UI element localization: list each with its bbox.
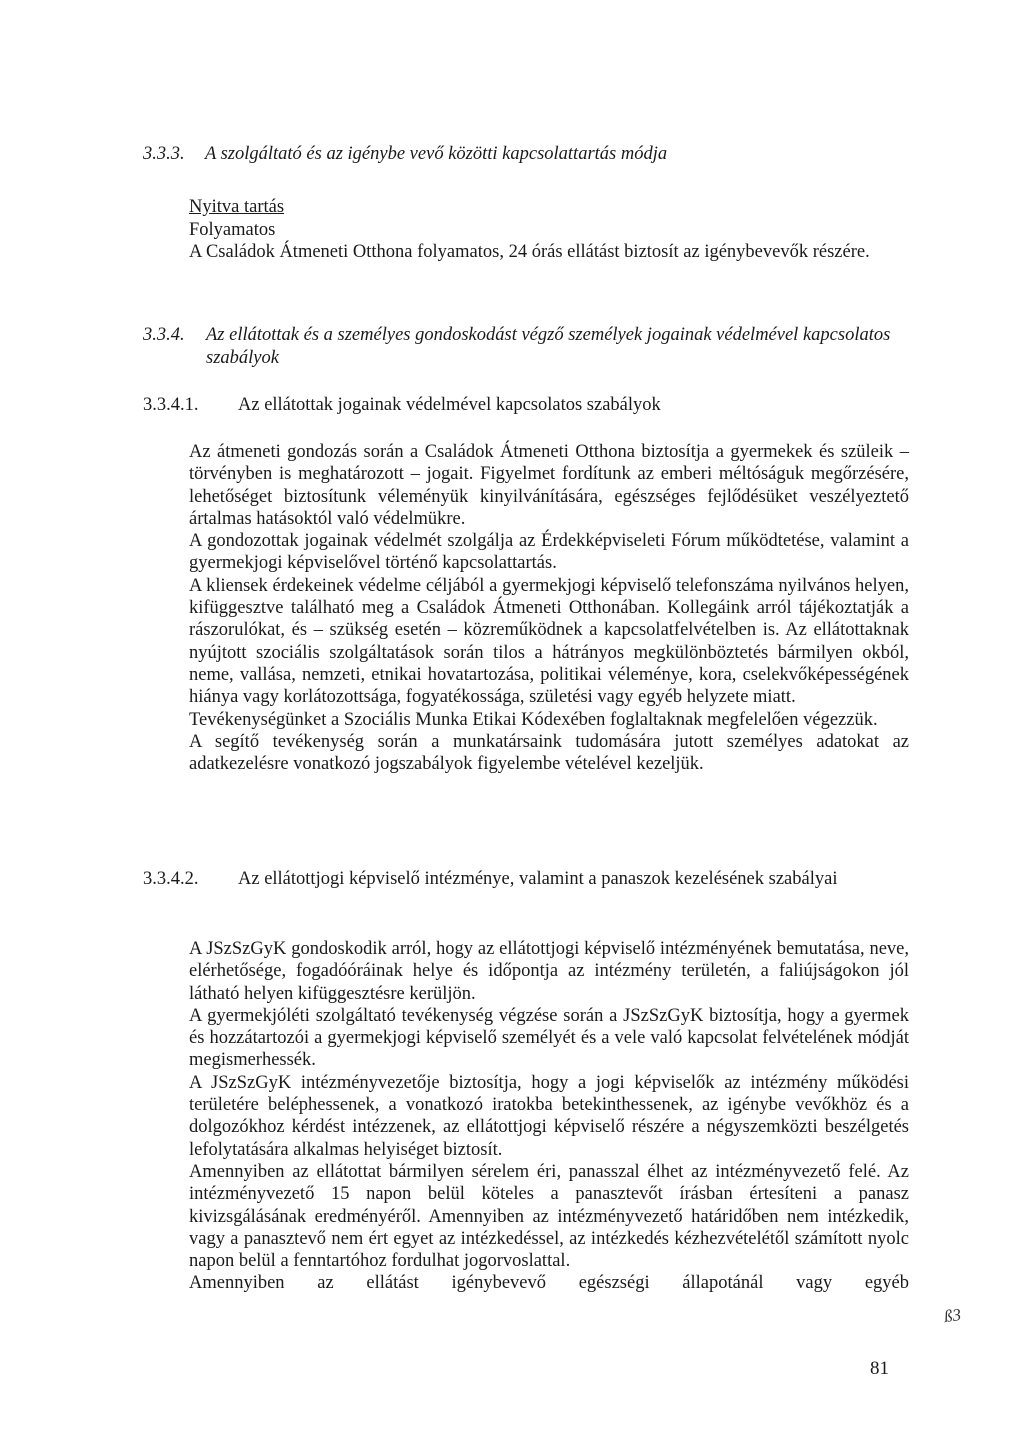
section-heading-334 <box>143 324 923 370</box>
handwritten-initials: ß3 <box>942 1304 963 1327</box>
section-heading-3342 <box>143 868 913 891</box>
section-number: 3.3.4.2. <box>143 869 199 889</box>
section-title: Az ellátottjogi képviselő intézménye, valamint a panaszok kezelésének szabályai <box>238 869 838 889</box>
paragraph: A gyermekjóléti szolgáltató tevékenység végzése során a JSzSzGyK biztosítja, hogy a gyermek és hozzátartozói a gyermekjogi képviselő személyét és a vele való kapcsolat felvételének módját megismerhessék. <box>189 1005 909 1071</box>
page-number: 81 <box>870 1358 889 1379</box>
paragraph: Amennyiben az ellátottat bármilyen sérelem éri, panasszal élhet az intézményvezető felé. Az intézményvezető 15 napon belül köteles a panasztevőt írásban értesíteni a panasz kivizsgálásának eredményéről. Amennyiben az intézményvezető határidőben nem intézkedik, vagy a panasztevő nem ért egyet az intézkedéssel, az intézkedés kézhezvételétől számított nyolc napon belül a fenntartóhoz fordulhat jogorvoslattal. <box>189 1161 909 1272</box>
opening-hours-block <box>189 196 909 264</box>
paragraph: A JSzSzGyK gondoskodik arról, hogy az ellátottjogi képviselő intézményének bemutatása, neve, elérhetősége, fogadóóráinak helye és időpontja az intézmény területén, a faliújságokon jól látható helyen kifüggesztésre kerüljön. <box>189 939 909 1004</box>
section-title: Az ellátottak jogainak védelmével kapcsolatos szabályok <box>238 395 661 415</box>
section-title: Az ellátottak és a személyes gondoskodást végző személyek jogainak védelmével kapcsolatos szabályok <box>206 325 891 368</box>
paragraph: A JSzSzGyK intézményvezetője biztosítja, hogy a jogi képviselők az intézmény működési területére beléphessenek, a vonatkozó iratokba betekinthessenek, az igénybe vevőkhöz és a dolgozókhoz kérdést intézzenek, az ellátottjogi képviselő részére a négyszemközti beszélgetés lefolytatására alkalmas helyiséget biztosít. <box>189 1072 909 1160</box>
section-heading-3341 <box>143 394 913 417</box>
section-body-3341 <box>189 441 909 775</box>
section-heading-333 <box>143 144 667 165</box>
section-number: 3.3.3. <box>143 144 185 164</box>
paragraph: A gondozottak jogainak védelmét szolgálja az Érdekképviseleti Fórum működtetése, valamint a gyermekjogi képviselővel történő kapcsolattartás. <box>189 531 909 574</box>
paragraph: A segítő tevékenység során a munkatársaink tudomására jutott személyes adatokat az adatkezelésre vonatkozó jogszabályok figyelembe vételével kezeljük. <box>189 731 909 775</box>
section-body-3342 <box>189 938 909 1295</box>
section-number: 3.3.4.1. <box>143 395 199 415</box>
paragraph: Amennyiben az ellátást igénybevevő egészségi állapotánál vagy egyéb <box>189 1273 909 1294</box>
paragraph: A kliensek érdekeinek védelme céljából a gyermekjogi képviselő telefonszáma nyilvános helyen, kifüggesztve található meg a Családok Átmeneti Otthonában. Kollegáink arról tájékoztatják a rászorulókat, és – szükség esetén – közreműködnek a kapcsolatfelvételben is. Az ellátottaknak nyújtott szociális szolgáltatások során tilos a hátrányos megkülönböztetés bármilyen okból, neme, vallása, nemzeti, etnikai hovatartozása, politikai véleménye, kora, cselekvőképességének hiánya vagy korlátozottsága, fogyatékossága, születési vagy egyéb helyzete miatt. <box>189 575 909 708</box>
opening-text: A Családok Átmeneti Otthona folyamatos, 24 órás ellátást biztosít az igénybevevők részére. <box>189 242 870 262</box>
paragraph: Tevékenységünket a Szociális Munka Etikai Kódexében foglaltaknak megfelelően végezzük. <box>189 709 878 730</box>
paragraph: Az átmeneti gondozás során a Családok Átmeneti Otthona biztosítja a gyermekek és szüleik – törvényben is meghatározott – jogait. Figyelmet fordítunk az emberi méltóságuk megőrzésére, lehetőséget biztosítunk véleményük kinyilvánítására, egészséges fejlődésüket veszélyeztető ártalmas hatásoktól való védelmükre. <box>189 442 909 529</box>
section-title: A szolgáltató és az igénybe vevő közötti kapcsolattartás módja <box>205 144 668 164</box>
section-number: 3.3.4. <box>143 325 185 345</box>
opening-value: Folyamatos <box>189 219 276 240</box>
opening-label: Nyitva tartás <box>189 197 285 217</box>
